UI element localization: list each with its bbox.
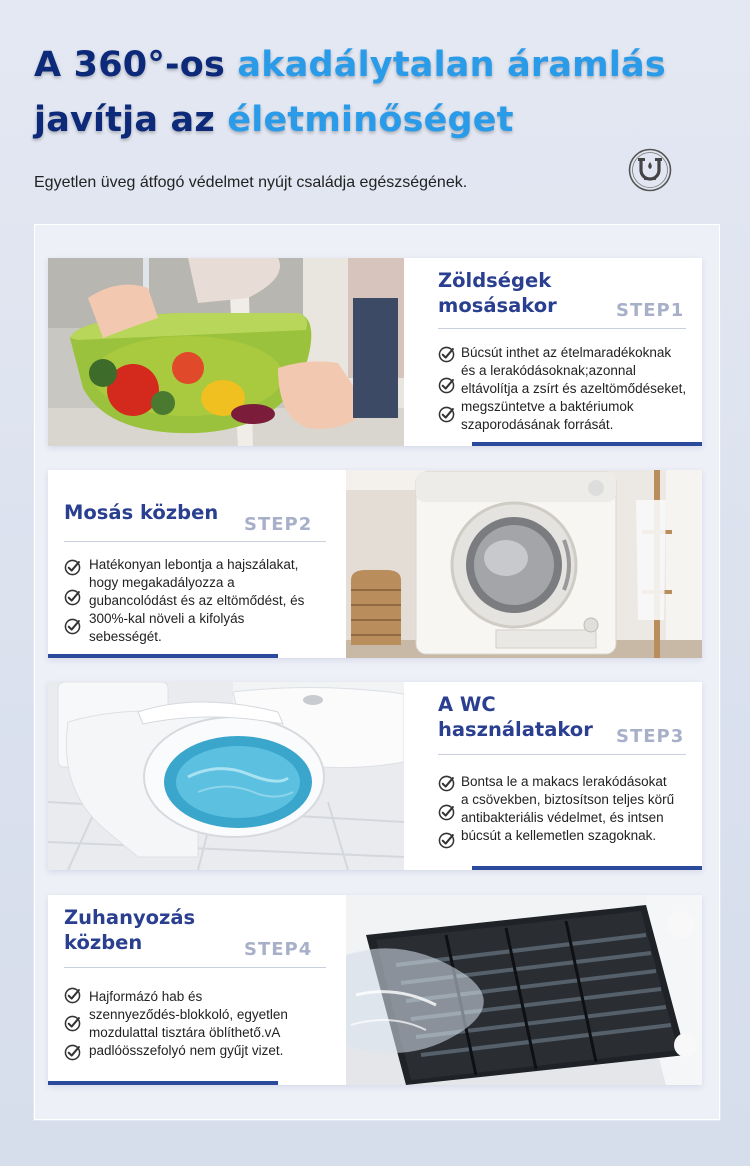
- step-2-heading: [64, 500, 218, 525]
- step-2-label: STEP2: [244, 514, 313, 535]
- step-2-line: Hatékonyan lebontja a hajszálakat,: [89, 557, 299, 572]
- step-1-line: szaporodásának forrását.: [461, 417, 614, 432]
- step-2-line: gubancolódást és az eltömődést, és: [89, 593, 305, 608]
- accent-bar: [48, 1081, 278, 1085]
- step-3-label: STEP3: [616, 726, 685, 747]
- checkmark-icon: [64, 589, 81, 606]
- accent-bar: [472, 866, 702, 870]
- step-3-description: [461, 773, 701, 845]
- checkmark-icon: [438, 406, 455, 423]
- title-highlight-1: akadálytalan áramlás: [237, 45, 666, 85]
- step-1-line: eltávolítja a zsírt és azeltömődéseket,: [461, 381, 687, 396]
- step-card-3: [48, 682, 702, 870]
- step-4-line: Hajformázó hab és: [89, 989, 203, 1004]
- step-4-line: szennyeződés-blokkoló, egyetlen: [89, 1007, 288, 1022]
- checkmark-icon: [438, 832, 455, 849]
- step-1-heading-line-1: Zöldségek: [438, 269, 552, 292]
- step-4-description: [89, 988, 339, 1060]
- checkmark-icon: [64, 1015, 81, 1032]
- checkmark-icon: [438, 775, 455, 792]
- title-text-1: A 360°-os: [34, 45, 238, 85]
- step-1-description: [461, 344, 701, 434]
- step-3-line: antibakteriális védelmet, és intsen: [461, 810, 664, 825]
- step-card-4: [48, 895, 702, 1085]
- step-2-line: 300%-kal növeli a kifolyás: [89, 611, 245, 626]
- step-2-line: hogy megakadályozza a: [89, 575, 235, 590]
- step-1-label: STEP1: [616, 300, 685, 321]
- checkmark-icon: [438, 804, 455, 821]
- pipe-droplet-icon: [628, 148, 672, 192]
- step-2-description: [89, 556, 339, 646]
- step-2-line: sebességét.: [89, 629, 162, 644]
- step-1-line: megszüntetve a baktériumok: [461, 399, 634, 414]
- checkmark-icon: [438, 377, 455, 394]
- step-1-line: Búcsút inthet az ételmaradékoknak: [461, 345, 672, 360]
- step-3-heading-line-1: A WC: [438, 693, 496, 716]
- page-title: [34, 38, 666, 148]
- step-4-heading-line-1: Zuhanyozás: [64, 906, 196, 929]
- checkmark-icon: [64, 987, 81, 1004]
- step-1-line: és a lerakódásoknak;azonnal: [461, 363, 636, 378]
- accent-bar: [48, 654, 278, 658]
- step-4-line: padlóösszefolyó nem gyűjt vizet.: [89, 1043, 284, 1058]
- step-4-line: mozdulattal tisztára öblíthető.vA: [89, 1025, 281, 1040]
- step-card-1: [48, 258, 702, 446]
- step-4-heading-line-2: közben: [64, 931, 143, 954]
- title-text-2: javítja az: [34, 100, 228, 140]
- checkmark-icon: [64, 1044, 81, 1061]
- step-1-heading-line-2: mosásakor: [438, 294, 557, 317]
- step-3-heading-line-2: használatakor: [438, 718, 593, 741]
- step-1-heading: [438, 268, 557, 318]
- accent-bar: [472, 442, 702, 446]
- checkmark-icon: [438, 346, 455, 363]
- step-3-line: a csövekben, biztosítson teljes körű: [461, 792, 675, 807]
- toilet-photo: [48, 682, 404, 870]
- step-card-2: [48, 470, 702, 658]
- floor-drain-photo: [346, 895, 702, 1085]
- checkmark-icon: [64, 618, 81, 635]
- subtitle: Egyetlen üveg átfogó védelmet nyújt családja egészségének.: [34, 174, 468, 191]
- checkmark-icon: [64, 559, 81, 576]
- washing-machine-photo: [346, 470, 702, 658]
- step-2-heading-line-1: Mosás közben: [64, 501, 219, 524]
- step-4-heading: [64, 905, 195, 955]
- step-3-heading: [438, 692, 593, 742]
- step-3-line: Bontsa le a makacs lerakódásokat: [461, 774, 667, 789]
- vegetable-washing-photo: [48, 258, 404, 446]
- step-3-line: búcsút a kellemetlen szagoknak.: [461, 828, 657, 843]
- title-highlight-2: életminőséget: [227, 100, 514, 140]
- step-4-label: STEP4: [244, 939, 313, 960]
